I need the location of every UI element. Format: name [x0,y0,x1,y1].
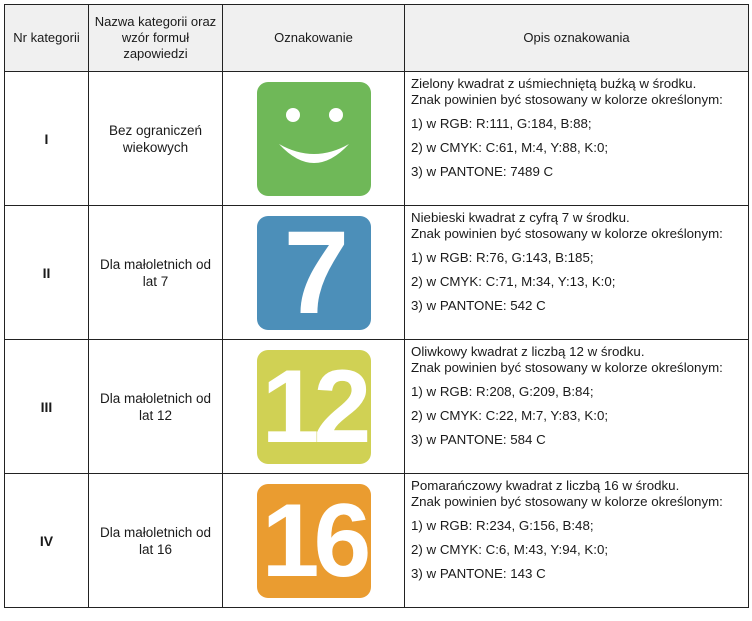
header-nr: Nr kategorii [5,5,89,72]
category-name: Dla małoletnich od lat 7 [89,206,223,340]
category-number: III [5,340,89,474]
category-name: Dla małoletnich od lat 12 [89,340,223,474]
age-12-badge-icon [257,350,371,464]
badge-number: 16 [261,483,366,598]
age-category-table [4,4,749,608]
table-row [5,206,749,340]
category-description: Pomarańczowy kwadrat z liczbą 16 w środku. Znak powinien być stosowany w kolorze określonym: 1) w RGB: R:234, G:156, B:48; 2) w CMYK: C:6, M:43, Y:94, K:0; 3) w PANTONE: 143 C [405,474,749,608]
header-name: Nazwa kategorii oraz wzór formuł zapowiedzi [89,5,223,72]
age-16-badge-icon [257,484,371,598]
badge-number: 7 [283,215,344,330]
category-number: I [5,72,89,206]
category-name: Dla małoletnich od lat 16 [89,474,223,608]
category-number: IV [5,474,89,608]
smiley-badge-icon [257,82,371,196]
category-description: Oliwkowy kwadrat z liczbą 12 w środku. Znak powinien być stosowany w kolorze określonym: 1) w RGB: R:208, G:209, B:84; 2) w CMYK: C:22, M:7, Y:83, K:0; 3) w PANTONE: 584 C [405,340,749,474]
header-row [5,5,749,72]
table-row [5,474,749,608]
category-description: Niebieski kwadrat z cyfrą 7 w środku. Znak powinien być stosowany w kolorze określonym: 1) w RGB: R:76, G:143, B:185; 2) w CMYK: C:71, M:34, Y:13, K:0; 3) w PANTONE: 542 C [405,206,749,340]
category-name: Bez ograniczeń wiekowych [89,72,223,206]
badge-number: 12 [261,349,366,464]
table-row [5,72,749,206]
table-row [5,340,749,474]
category-description: Zielony kwadrat z uśmiechniętą buźką w środku. Znak powinien być stosowany w kolorze określonym: 1) w RGB: R:111, G:184, B:88; 2) w CMYK: C:61, M:4, Y:88, K:0; 3) w PANTONE: 7489 C [405,72,749,206]
age-7-badge-icon [257,216,371,330]
category-number: II [5,206,89,340]
header-desc: Opis oznakowania [405,5,749,72]
smiley-face-icon [257,82,371,196]
header-mark: Oznakowanie [223,5,405,72]
